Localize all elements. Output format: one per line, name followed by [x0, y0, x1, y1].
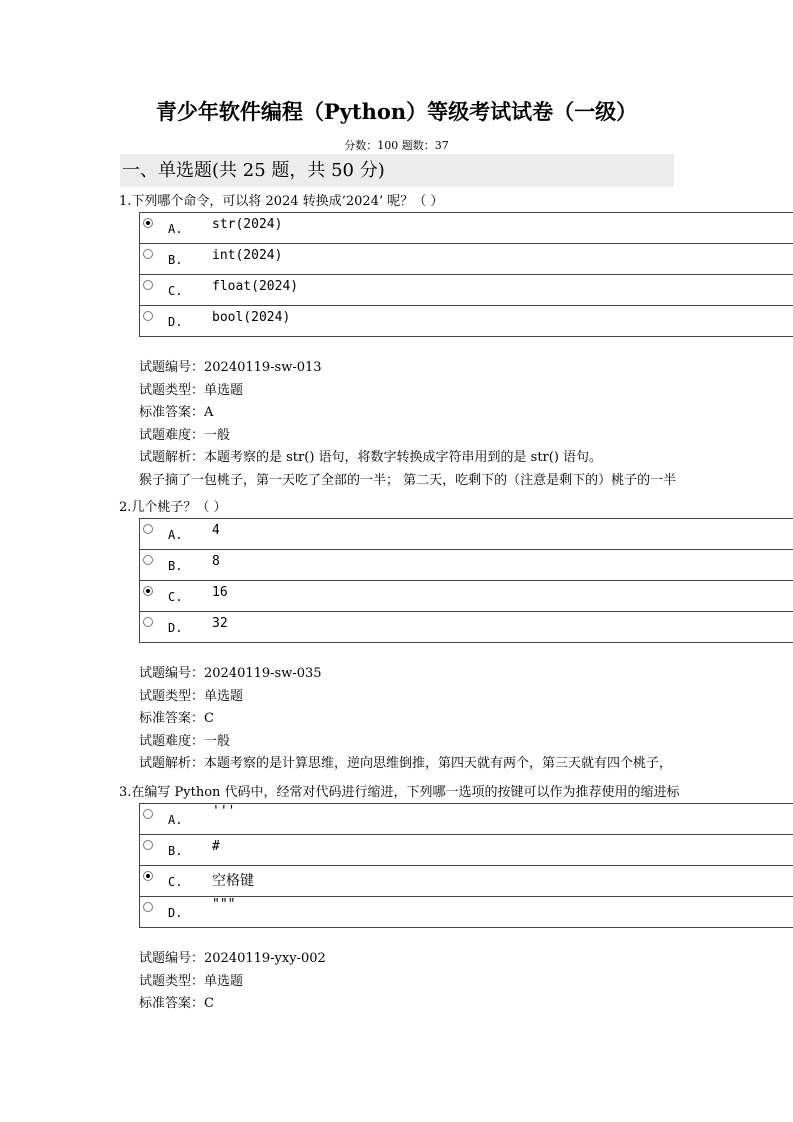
standard-answer: 标准答案：C — [139, 711, 214, 726]
radio-unchecked-icon[interactable] — [143, 311, 153, 321]
question-1-stem: 1.下列哪个命令，可以将 2024 转换成’2024’ 呢？（ ） — [119, 194, 444, 209]
radio-checked-icon[interactable] — [143, 586, 153, 596]
radio-checked-icon[interactable] — [143, 871, 153, 881]
question-type: 试题类型：单选题 — [139, 382, 244, 398]
option-letter: C. — [168, 875, 183, 889]
option-text: 4 — [212, 523, 220, 538]
question-1-meta — [139, 357, 676, 492]
question-id: 试题编号：20240119-yxy-002 — [139, 951, 326, 966]
option-c[interactable] — [140, 866, 793, 897]
radio-unchecked-icon[interactable] — [143, 902, 153, 912]
option-letter: A. — [168, 813, 183, 827]
option-c[interactable] — [140, 581, 793, 612]
question-id: 试题编号：20240119-sw-035 — [139, 666, 322, 681]
question-1-options — [139, 212, 793, 337]
difficulty: 试题难度：一般 — [139, 427, 231, 443]
question-3-options — [139, 803, 793, 928]
option-a[interactable] — [140, 213, 793, 244]
option-text: 32 — [212, 616, 228, 631]
option-c[interactable] — [140, 275, 793, 306]
section-title: 一、单选题(共 25 题，共 50 分) — [120, 154, 674, 187]
radio-unchecked-icon[interactable] — [143, 809, 153, 819]
option-d[interactable] — [140, 306, 793, 337]
radio-unchecked-icon[interactable] — [143, 249, 153, 259]
question-type: 试题类型：单选题 — [139, 973, 244, 989]
option-letter: B. — [168, 559, 183, 573]
radio-checked-icon[interactable] — [143, 218, 153, 228]
question-type: 试题类型：单选题 — [139, 688, 244, 704]
score-line: 分数：100 题数：37 — [344, 139, 449, 152]
option-letter: B. — [168, 844, 183, 858]
radio-unchecked-icon[interactable] — [143, 280, 153, 290]
option-letter: D. — [168, 621, 183, 635]
option-b[interactable] — [140, 835, 793, 866]
question-2-meta — [139, 663, 672, 776]
question-3-meta — [139, 948, 326, 1016]
radio-unchecked-icon[interactable] — [143, 617, 153, 627]
radio-unchecked-icon[interactable] — [143, 555, 153, 565]
option-text: 8 — [212, 554, 220, 569]
option-a[interactable] — [140, 519, 793, 550]
question-id: 试题编号：20240119-sw-013 — [139, 360, 322, 375]
explanation: 试题解析：本题考察的是 str() 语句，将数字转换成字符串用到的是 str() 语句。 — [139, 450, 603, 465]
option-letter: A. — [168, 528, 183, 542]
option-text: 空格键 — [212, 873, 254, 889]
option-text: float(2024) — [212, 279, 299, 294]
option-b[interactable] — [140, 244, 793, 275]
question-2-pre: 猴子摘了一包桃子，第一天吃了全部的一半； 第二天，吃剩下的（注意是剩下的）桃子的一半 — [139, 472, 677, 488]
option-text: int(2024) — [212, 248, 283, 263]
option-text: # — [212, 839, 220, 854]
option-letter: A. — [168, 222, 183, 236]
option-letter: C. — [168, 590, 183, 604]
option-text: str(2024) — [212, 217, 283, 232]
question-3-stem: 3.在编写 Python 代码中，经常对代码进行缩进，下列哪一选项的按键可以作为推荐使用的缩进标 — [119, 785, 680, 800]
option-letter: B. — [168, 253, 183, 267]
question-2-stem: 2.几个桃子？（ ） — [119, 500, 227, 515]
option-letter: D. — [168, 315, 183, 329]
difficulty: 试题难度：一般 — [139, 733, 231, 749]
option-letter: D. — [168, 906, 183, 920]
question-2-options — [139, 518, 793, 643]
page-title: 青少年软件编程（Python）等级考试试卷（一级） — [155, 99, 638, 124]
radio-unchecked-icon[interactable] — [143, 524, 153, 534]
option-a[interactable] — [140, 804, 793, 835]
option-text: """ — [212, 897, 236, 912]
explanation: 试题解析：本题考察的是计算思维，逆向思维倒推，第四天就有两个，第三天就有四个桃子， — [139, 756, 673, 771]
option-text: ''' — [212, 804, 236, 819]
option-b[interactable] — [140, 550, 793, 581]
option-text: bool(2024) — [212, 310, 291, 325]
option-d[interactable] — [140, 612, 793, 643]
option-d[interactable] — [140, 897, 793, 928]
option-letter: C. — [168, 284, 183, 298]
standard-answer: 标准答案：C — [139, 996, 214, 1011]
option-text: 16 — [212, 585, 228, 600]
radio-unchecked-icon[interactable] — [143, 840, 153, 850]
standard-answer: 标准答案：A — [139, 405, 214, 420]
